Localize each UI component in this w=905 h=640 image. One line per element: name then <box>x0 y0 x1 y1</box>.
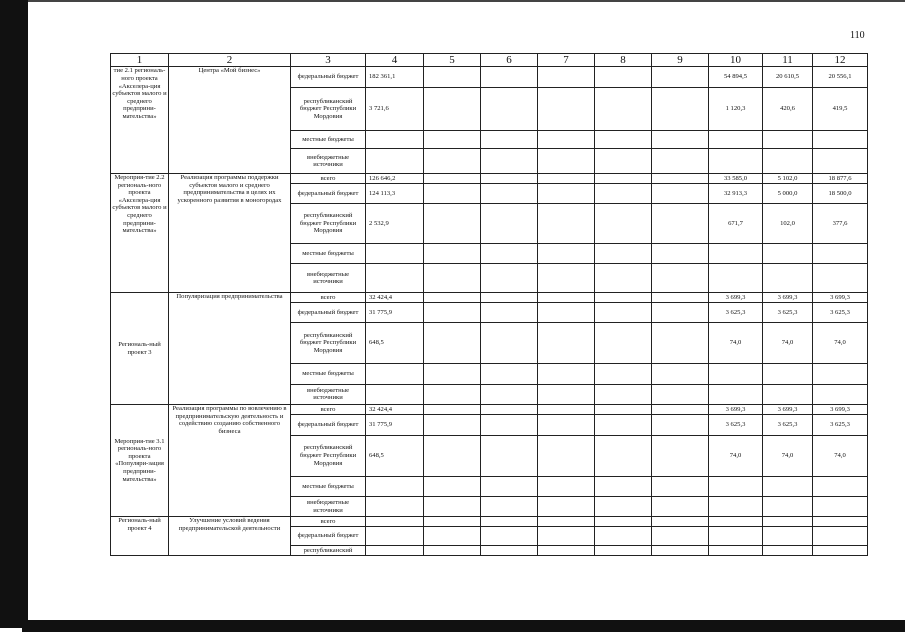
description-cell: Реализация программы по вовлечению в предпринимательскую деятельность и содействию созданию собственного бизнеса <box>169 405 291 517</box>
value-cell: 2 532,9 <box>366 203 424 243</box>
activity-cell: тие 2.1 региональ-ного проекта «Акселера-ция субъектов малого и среднего предприни-мательства» <box>111 67 169 174</box>
value-cell: 671,7 <box>709 203 763 243</box>
value-cell: 3 699,3 <box>763 293 813 303</box>
value-cell: 3 699,3 <box>813 293 868 303</box>
table-row <box>111 67 868 88</box>
header-cell: 11 <box>763 54 813 67</box>
funding-cell: республиканский бюджет Республики Мордовия <box>291 322 366 363</box>
table-row <box>111 293 868 303</box>
value-cell: 3 699,3 <box>709 405 763 415</box>
value-cell: 102,0 <box>763 203 813 243</box>
value-cell: 648,5 <box>366 435 424 476</box>
header-row <box>111 54 868 67</box>
funding-cell: местные бюджеты <box>291 476 366 497</box>
header-cell: 5 <box>424 54 481 67</box>
description-cell: Центра «Мой бизнес» <box>169 67 291 174</box>
header-cell: 10 <box>709 54 763 67</box>
value-cell: 3 699,3 <box>709 293 763 303</box>
value-cell: 74,0 <box>763 435 813 476</box>
funding-cell: республиканский бюджет Республики Мордовия <box>291 203 366 243</box>
funding-cell: республиканский <box>291 545 366 555</box>
value-cell: 3 625,3 <box>709 303 763 323</box>
activity-cell: Региональ-ный проект 4 <box>111 516 169 555</box>
activity-cell: Мероприя-тие 3.1 региональ-ного проекта «Популяри-зация предприни-мательства» <box>111 405 169 517</box>
header-cell: 4 <box>366 54 424 67</box>
description-cell: Популяризация предпринимательства <box>169 293 291 405</box>
header-cell: 8 <box>595 54 652 67</box>
value-cell: 3 625,3 <box>709 415 763 436</box>
header-cell: 1 <box>111 54 169 67</box>
value-cell: 3 625,3 <box>763 303 813 323</box>
funding-cell: всего <box>291 174 366 184</box>
description-cell: Реализация программы поддержки субъектов малого и среднего предпринимательства в целях их ускоренного развития в моногородах <box>169 174 291 293</box>
funding-cell: всего <box>291 293 366 303</box>
funding-cell: местные бюджеты <box>291 243 366 264</box>
value-cell: 182 361,1 <box>366 67 424 88</box>
funding-cell: федеральный бюджет <box>291 303 366 323</box>
value-cell: 74,0 <box>813 435 868 476</box>
budget-table <box>110 53 868 556</box>
value-cell: 74,0 <box>709 435 763 476</box>
header-cell: 9 <box>652 54 709 67</box>
value-cell: 3 699,3 <box>813 405 868 415</box>
page-number: 110 <box>850 30 865 41</box>
value-cell: 74,0 <box>763 322 813 363</box>
value-cell: 31 775,9 <box>366 415 424 436</box>
value-cell: 18 500,0 <box>813 184 868 204</box>
value-cell: 54 894,5 <box>709 67 763 88</box>
funding-cell: всего <box>291 516 366 526</box>
value-cell: 3 625,3 <box>763 415 813 436</box>
funding-cell: федеральный бюджет <box>291 527 366 545</box>
value-cell: 32 424,4 <box>366 405 424 415</box>
funding-cell: внебюджетные источники <box>291 384 366 405</box>
scan-left-edge <box>0 0 28 628</box>
value-cell: 648,5 <box>366 322 424 363</box>
value-cell: 5 000,0 <box>763 184 813 204</box>
description-cell: Улучшение условий ведения предпринимательской деятельности <box>169 516 291 555</box>
value-cell: 1 120,3 <box>709 87 763 130</box>
header-cell: 12 <box>813 54 868 67</box>
activity-cell: Региональ-ный проект 3 <box>111 293 169 405</box>
value-cell: 20 556,1 <box>813 67 868 88</box>
funding-cell: местные бюджеты <box>291 130 366 148</box>
value-cell: 126 646,2 <box>366 174 424 184</box>
funding-cell: внебюджетные источники <box>291 497 366 517</box>
value-cell: 31 775,9 <box>366 303 424 323</box>
header-cell: 6 <box>481 54 538 67</box>
scan-bottom-edge <box>22 620 905 632</box>
value-cell: 377,6 <box>813 203 868 243</box>
funding-cell: федеральный бюджет <box>291 415 366 436</box>
funding-cell: республиканский бюджет Республики Мордовия <box>291 87 366 130</box>
header-cell: 7 <box>538 54 595 67</box>
table-row <box>111 174 868 184</box>
value-cell: 32 913,3 <box>709 184 763 204</box>
funding-cell: республиканский бюджет Республики Мордовия <box>291 435 366 476</box>
value-cell: 18 877,6 <box>813 174 868 184</box>
funding-cell: внебюджетные источники <box>291 149 366 174</box>
value-cell: 3 721,6 <box>366 87 424 130</box>
funding-cell: федеральный бюджет <box>291 67 366 88</box>
table-row <box>111 516 868 526</box>
value-cell: 3 699,3 <box>763 405 813 415</box>
value-cell: 5 102,0 <box>763 174 813 184</box>
funding-cell: федеральный бюджет <box>291 184 366 204</box>
funding-cell: местные бюджеты <box>291 363 366 384</box>
value-cell: 3 625,3 <box>813 303 868 323</box>
value-cell: 74,0 <box>709 322 763 363</box>
value-cell: 33 585,0 <box>709 174 763 184</box>
table-row <box>111 405 868 415</box>
scan-top-edge <box>0 0 905 2</box>
value-cell: 420,6 <box>763 87 813 130</box>
value-cell: 124 113,3 <box>366 184 424 204</box>
header-cell: 3 <box>291 54 366 67</box>
value-cell: 32 424,4 <box>366 293 424 303</box>
value-cell: 3 625,3 <box>813 415 868 436</box>
funding-cell: всего <box>291 405 366 415</box>
value-cell: 419,5 <box>813 87 868 130</box>
header-cell: 2 <box>169 54 291 67</box>
value-cell: 20 610,5 <box>763 67 813 88</box>
funding-cell: внебюджетные источники <box>291 264 366 293</box>
activity-cell: Мероприя-тие 2.2 региональ-ного проекта «Акселера-ция субъектов малого и среднего предприни-мательства» <box>111 174 169 293</box>
value-cell: 74,0 <box>813 322 868 363</box>
